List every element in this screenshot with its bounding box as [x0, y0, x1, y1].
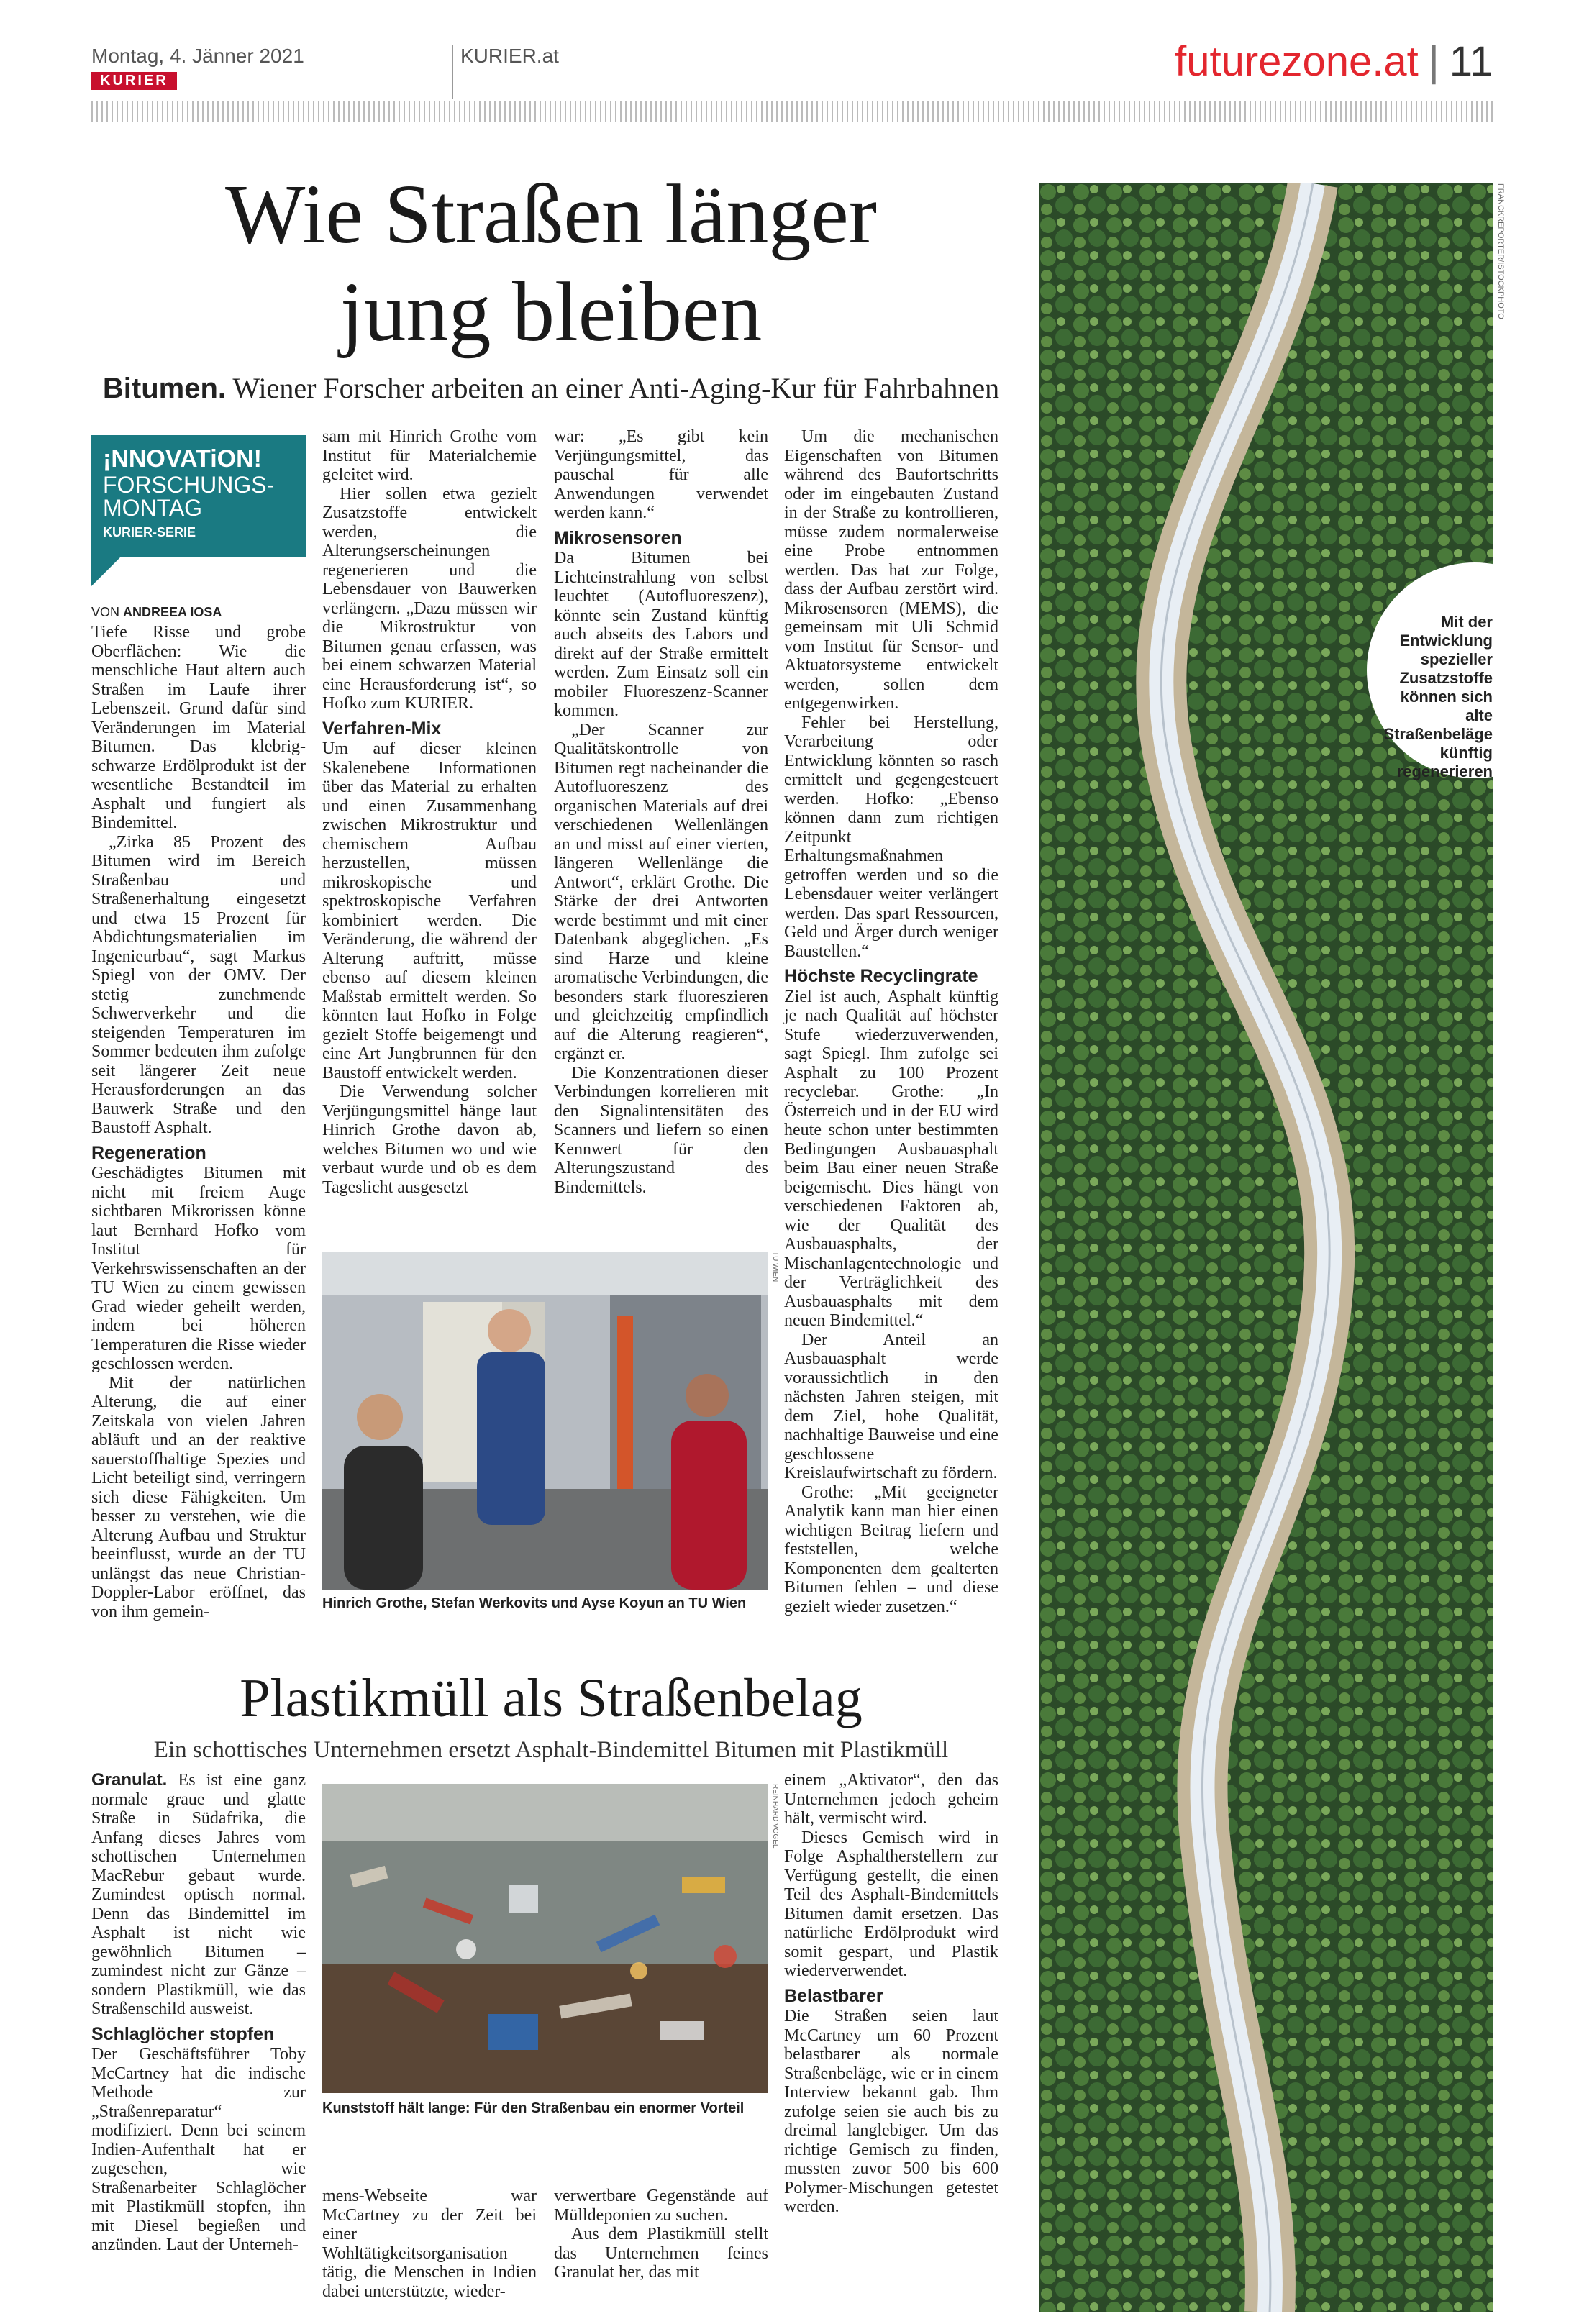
lab-photo [322, 1252, 768, 1590]
road-caption: Mit der Entwicklung spezieller Zusatzstoffe können sich alte Straßenbeläge künftig regenerieren [1383, 613, 1493, 780]
photo-credit: TU WIEN [771, 1252, 779, 1282]
headline-line-1: Wie Straßen länger [224, 167, 878, 261]
waste-illustration [322, 1784, 768, 2093]
text-column-2 [322, 427, 537, 1197]
paragraph: mens-Webseite war McCartney zu der Zeit bei einer Wohltätigkeitsorganisation tätig, die Menschen in Indien dabei unterstützte, wieder- [322, 2187, 537, 2301]
paragraph: Um auf dieser kleinen Skalenebene Informationen über das Material zu erhalten und einen Zusammenhang zwischen Mikrostruktur und chemischem Aufbau herzustellen, müssen mikroskopische und spektroskopische Verfahren kombiniert werden. Die Veränderung, die während der Alterung auftritt, müsse ebenso auf diesem kleinen Maßstab ermittelt werden. So könnten laut Hofko in Folge gezielt Stoffe beigemengt und eine Art Jungbrunnen für den Baustoff entwickelt werden. [322, 739, 537, 1083]
site-label: KURIER.at [460, 45, 559, 67]
kicker: Granulat. [91, 1770, 168, 1790]
text-column-1 [91, 623, 306, 1621]
text-column-2b [322, 2187, 537, 2301]
subheading: Mikrosensoren [554, 527, 682, 548]
subheading: Verfahren-Mix [322, 718, 442, 739]
section-name: futurezone.at [1175, 38, 1419, 85]
text-column-4b [784, 1771, 998, 2217]
article-headline-2: Plastikmüll als Straßenbelag [240, 1668, 863, 1728]
paragraph: Dieses Gemisch wird in Folge Asphaltherstellern zur Verfügung gestellt, die einen Teil des Asphalt-Bindemittels Bitumen damit ersetzen. Das natürliche Erdölprodukt wird somit gespart, und Plastik wiederverwendet. [784, 1828, 998, 1980]
paragraph: verwertbare Gegenstände auf Mülldeponien zu suchen. [554, 2187, 768, 2225]
header-divider [452, 45, 453, 99]
header-hatch-rule [91, 101, 1494, 122]
paragraph: „Zirka 85 Prozent des Bitumen wird im Bereich Straßenbau und Straßenerhaltung eingesetzt und etwa 15 Prozent für Abdichtungsmaterialien im Ingenieurbau“, sagt Markus Spiegl von der OMV. Der stetig zunehmende Schwerverkehr und die steigenden Temperaturen im Sommer bedeuten ihm zufolge seit längerer Zeit neue Herausforderungen an das Bauwerk Straße und den Baustoff Asphalt. [91, 832, 306, 1137]
kicker: Bitumen. [102, 373, 227, 404]
photo-caption: Hinrich Grothe, Stefan Werkovits und Ayse Koyun an TU Wien [322, 1595, 747, 1611]
road-aerial-photo [1039, 183, 1493, 2312]
paragraph: einem „Aktivator“, den das Unternehmen jedoch geheim hält, vermischt wird. [784, 1771, 998, 1828]
subheading: Regeneration [91, 1142, 206, 1163]
paragraph: Der Geschäftsführer Toby McCartney hat die indische Methode zur „Straßenreparatur“ modifiziert. Denn bei seinem Indien-Aufenthalt hat er zugesehen, wie Straßenarbeiter Schlaglöcher mit Plastikmüll stopfen, ihn mit Diesel begießen und anzünden. Laut der Unterneh- [91, 2045, 306, 2254]
badge-title: ¡NNOVATiON! [103, 445, 262, 473]
byline-prefix: VON [91, 605, 120, 619]
paragraph: Mit der natürlichen Alterung, die auf einer Zeitskala von vielen Jahren abläuft und an der reaktive sauerstoffhaltige Spezies und Licht beteiligt sind, verringern sich diese Fähigkeiten. Um besser zu verstehen, wie die Alterung Aufbau und Struktur beeinflusst, wurde an der TU unlängst das neue Christian-Doppler-Labor eröffnet, das von ihm gemein- [91, 1373, 306, 1621]
badge-tail-shape [91, 557, 120, 586]
text-column-1b [91, 1771, 306, 2255]
text-column-4 [784, 427, 998, 1616]
paragraph: Grothe: „Mit geeigneter Analytik kann man hier einen wichtigen Beitrag liefern und feststellen, welche Komponenten dem gealterten Bitumen fehlen – und diese gezielt wieder zusetzen.“ [784, 1482, 998, 1616]
subheading: Belastbarer [784, 1985, 883, 2006]
article-headline [91, 165, 1011, 360]
paragraph: Aus dem Plastikmüll stellt das Unternehmen feines Granulat her, das mit [554, 2225, 768, 2282]
photo-caption: Kunststoff hält lange: Für den Straßenbau ein enormer Vorteil [322, 2100, 745, 2116]
page-number: 11 [1449, 38, 1493, 85]
paragraph: war: „Es gibt kein Verjüngungsmittel, das pauschal für alle Anwendungen verwendet werden kann.“ [554, 427, 768, 522]
byline [91, 603, 307, 620]
paragraph-text: Es ist eine ganz normale graue und glatte Straße in Südafrika, die Anfang dieses Jahres vom schottischen Unternehmen MacRebur gebaut wurde. Zumindest optisch normal. Denn das Bindemittel im Asphalt ist nicht wie gewöhnlich Bitumen – zumindest nicht zur Gänze – sondern Plastikmüll, wie das Straßenschild ausweist. [91, 1771, 306, 2018]
article-subline [91, 371, 1011, 405]
subline-text: Wiener Forscher arbeiten an einer Anti-Aging-Kur für Fahrbahnen [232, 372, 1000, 404]
subheading: Höchste Recyclingrate [784, 966, 978, 986]
paragraph: Die Verwendung solcher Verjüngungsmittel hänge laut Hinrich Grothe davon ab, welches Bitumen wo und wie verbaut wurde und ob es dem Tageslicht ausgesetzt [322, 1083, 537, 1197]
kurier-logo: KURIER [91, 72, 177, 90]
section-divider: | [1428, 38, 1439, 85]
paragraph: Fehler bei Herstellung, Verarbeitung oder Entwicklung könnten so rasch ermittelt und gegengesteuert werden. Hofko: „Ebenso können dann zum richtigen Zeitpunkt Erhaltungsmaßnahmen getroffen werden und so die Lebensdauer weiter verlängert werden. Das spart Ressourcen, Geld und Ärger durch weniger Baustellen.“ [784, 713, 998, 961]
paragraph: sam mit Hinrich Grothe vom Institut für Materialchemie geleitet wird. [322, 427, 537, 484]
photo-credit: FRANCKREPORTER/ISTOCKPHOTO [1496, 183, 1505, 319]
paragraph: Der Anteil an Ausbauasphalt werde voraussichtlich in den nächsten Jahren steigen, mit dem Ziel, hohe Qualität, nachhaltige Bauweise und eine geschlossene Kreislaufwirtschaft zu fördern. [784, 1330, 998, 1482]
paragraph: Die Straßen seien laut McCartney um 60 Prozent belastbarer als normale Straßenbeläge, wie er in einem Interview bekannt gab. Ihm zufolge seien sie auch bis zu dreimal langlebiger. Um das richtige Gemisch zu finden, mussten zuvor 500 bis 600 Polymer-Mischungen getestet werden. [784, 2007, 998, 2216]
paragraph: Ziel ist auch, Asphalt künftig je nach Qualität auf höchster Stufe wiederzuverwenden, sagt Spiegl. Ihm zufolge sei Asphalt zu 100 Prozent recyclebar. Grothe: „In Österreich und in der EU wird heute schon unter bestimmten Bedingungen Ausbauasphalt beim Bau einer neuen Straße beigemischt. Dies hängt von verschiedenen Faktoren ab, wie der Qualität des Ausbauasphalts, der Mischanlagentechnologie und der Verträglichkeit des Ausbauasphalts mit dem neuen Bindemittel.“ [784, 987, 998, 1330]
text-column-3 [554, 427, 768, 1197]
article-subline-2: Ein schottisches Unternehmen ersetzt Asphalt-Bindemittel Bitumen mit Plastikmüll [153, 1737, 949, 1763]
road-illustration [1039, 183, 1493, 2312]
photo-credit: REINHARD VOGEL [771, 1784, 779, 1849]
issue-date: Montag, 4. Jänner 2021 [91, 45, 304, 67]
section-header [1175, 37, 1493, 86]
byline-author: ANDREEA IOSA [123, 605, 222, 619]
paragraph: Geschädigtes Bitumen mit nicht mit freiem Auge sichtbaren Mikrorissen könne laut Bernhard Hofko vom Institut für Verkehrswissenschaften an der TU Wien zu einem gewissen Grad wieder geheilt werden, indem bei höheren Temperaturen die Risse wieder geschlossen werden. [91, 1164, 306, 1373]
paragraph [91, 1771, 306, 2019]
badge-line-1: FORSCHUNGS- [103, 472, 275, 498]
plastic-waste-photo [322, 1784, 768, 2093]
paragraph: Die Konzentrationen dieser Verbindungen korrelieren mit den Signalintensitäten des Scanners und liefern so einen Kennwert für den Alterungszustand des Bindemittels. [554, 1063, 768, 1197]
text-column-3b [554, 2187, 768, 2282]
paragraph: Hier sollen etwa gezielt Zusatzstoffe entwickelt werden, die Alterungserscheinungen regenerieren und die Lebensdauer von Bauwerken verlängern. „Dazu müssen wir die Mikrostruktur von Bitumen genau erfassen, was bei einem schwarzen Material eine Herausforderung ist“, so Hofko zum KURIER. [322, 484, 537, 713]
subheading: Schlaglöcher stopfen [91, 2023, 275, 2044]
paragraph: Da Bitumen bei Lichteinstrahlung von selbst leuchtet (Autofluoreszenz), könnte sein Zustand künftig auch abseits des Labors und direkt auf der Straße ermittelt werden. Zum Einsatz soll ein mobiler Fluoreszenz-Scanner kommen. [554, 549, 768, 720]
lab-photo-illustration [322, 1252, 768, 1590]
innovation-badge [91, 435, 306, 557]
paragraph: „Der Scanner zur Qualitätskontrolle von Bitumen regt nacheinander die Autofluoreszenz des organischen Materials auf drei verschiedenen Wellenlängen an und misst auf einer vierten, längeren Wellenlänge die Antwort“, erklärt Grothe. Die Stärke der drei Antworten werde bestimmt und mit einer Datenbank abgeglichen. „Es sind Harze und kleine aromatische Verbindungen, die besonders stark fluoreszieren und gleichzeitig empfindlich auf die Alterung reagieren“, ergänzt er. [554, 720, 768, 1063]
badge-line-2: MONTAG [103, 495, 203, 521]
paragraph: Tiefe Risse und grobe Oberflächen: Wie die menschliche Haut altern auch Straßen im Laufe ihrer Lebenszeit. Grund dafür sind Veränderungen im Material Bitumen. Das klebrig-schwarze Erdölprodukt ist der wesentliche Bestandteil im Asphalt und fungiert als Bindemittel. [91, 623, 306, 832]
headline-line-2: jung bleiben [340, 264, 763, 359]
paragraph: Um die mechanischen Eigenschaften von Bitumen während des Baufortschritts oder im eingebauten Zustand in der Straße zu kontrollieren, müsse zudem normalerweise eine Probe entnommen werden. Das hat zur Folge, dass der Aufbau zerstört wird. Mikrosensoren (MEMS), die gemeinsam mit Uli Schmid vom Institut für Sensor- und Aktuatorsysteme entwickelt werden, sollen dem entgegenwirken. [784, 427, 998, 713]
badge-series: KURIER-SERIE [103, 525, 196, 539]
